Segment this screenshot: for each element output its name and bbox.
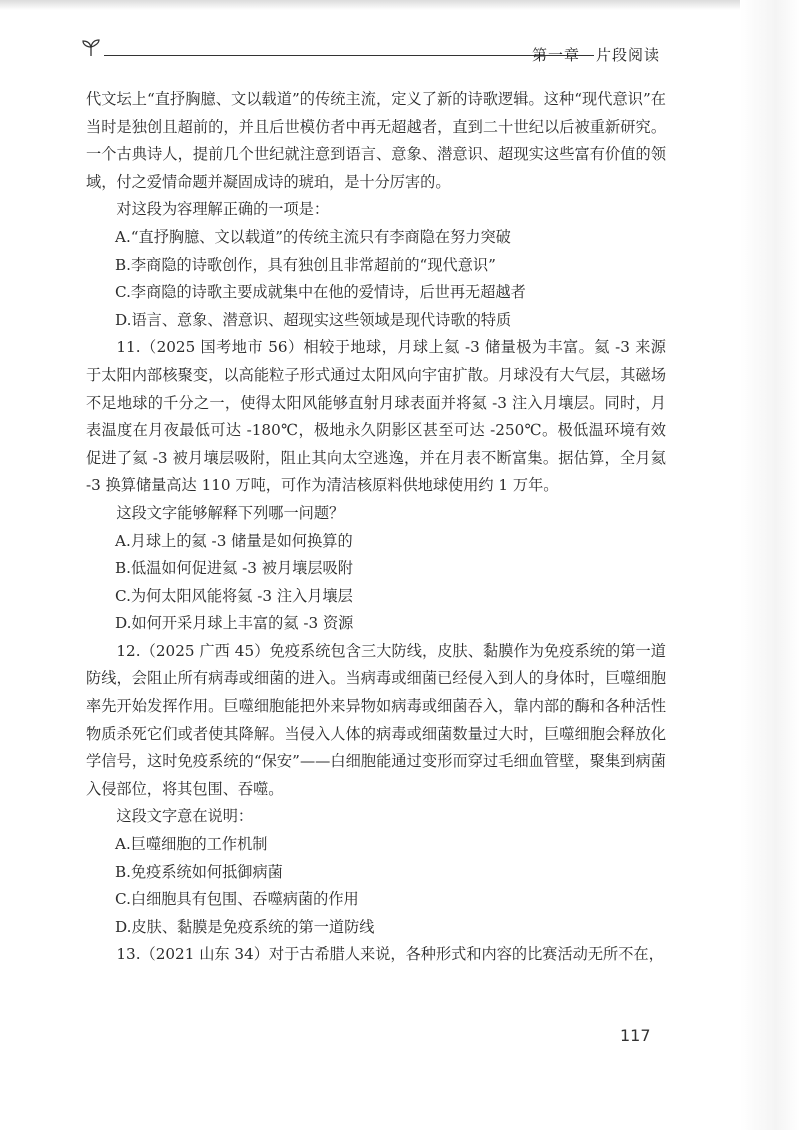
page-content <box>86 86 666 969</box>
page-header <box>80 34 660 64</box>
question-11-option-b: B.低温如何促进氦 -3 被月壤层吸附 <box>115 559 353 578</box>
passage-paragraph: 代文坛上“直抒胸臆、文以载道”的传统主流，定义了新的诗歌逻辑。这种“现代意识”在当时是独创且超前的，并且后世模仿者中再无超越者，直到二十世纪以后被重新研究。一个古典诗人，提前几个世纪就注意到语言、意象、潜意识、超现实这些富有价值的领域，付之爱情命题并凝固成诗的琥珀，是十分厉害的。 <box>86 90 666 191</box>
question-13-passage: 13.（2021 山东 34）对于古希腊人来说，各种形式和内容的比赛活动无所不在， <box>116 945 664 964</box>
question-11-option-a: A.月球上的氦 -3 储量是如何换算的 <box>115 531 353 550</box>
question-11-option-d: D.如何开采月球上丰富的氦 -3 资源 <box>115 614 354 633</box>
sprout-icon <box>80 38 102 58</box>
question-12-passage: 12.（2025 广西 45）免疫系统包含三大防线，皮肤、黏膜作为免疫系统的第一道防线，会阻止所有病毒或细菌的进入。当病毒或细菌已经侵入到人的身体时，巨噬细胞率先开始发挥作用。巨噬细胞能把外来异物如病毒或细菌吞入，靠内部的酶和各种活性物质杀死它们或者使其降解。当侵入人体的病毒或细菌数量过大时，巨噬细胞会释放化学信号，这时免疫系统的“保安”——白细胞能通过变形而穿过毛细血管壁，聚集到病菌入侵部位，将其包围、吞噬。 <box>86 641 666 798</box>
header-rule <box>104 55 594 56</box>
question-12-option-a: A.巨噬细胞的工作机制 <box>115 835 268 854</box>
page-number: 117 <box>620 1026 651 1045</box>
option-a: A.“直抒胸臆、文以载道”的传统主流只有李商隐在努力突破 <box>115 227 511 246</box>
scan-shadow-right <box>740 0 800 1130</box>
question-12-option-d: D.皮肤、黏膜是免疫系统的第一道防线 <box>115 917 375 936</box>
scan-shadow-top <box>0 0 800 10</box>
question-stem: 对这段为容理解正确的一项是： <box>116 200 330 219</box>
question-12-option-b: B.免疫系统如何抵御病菌 <box>115 862 283 881</box>
question-12-option-c: C.白细胞具有包围、吞噬病菌的作用 <box>115 890 359 909</box>
option-c: C.李商隐的诗歌主要成就集中在他的爱情诗，后世再无超越者 <box>115 283 526 302</box>
option-d: D.语言、意象、潜意识、超现实这些领域是现代诗歌的特质 <box>115 310 512 329</box>
question-11-stem: 这段文字能够解释下列哪一问题？ <box>116 503 345 522</box>
question-12-stem: 这段文字意在说明： <box>116 807 254 826</box>
option-b: B.李商隐的诗歌创作，具有独创且非常超前的“现代意识” <box>115 255 496 274</box>
chapter-title: 第一章 片段阅读 <box>531 46 660 64</box>
question-11-passage: 11.（2025 国考地市 56）相较于地球，月球上氦 -3 储量极为丰富。氦 -3 来源于太阳内部核聚变，以高能粒子形式通过太阳风向宇宙扩散。月球没有大气层，其磁场不足地球的千分之一，使得太阳风能够直射月球表面并将氦 -3 注入月壤层。同时，月表温度在月夜最低可达 -180℃，极地永久阴影区甚至可达 -250℃。极低温环境有效促进了氦 -3 被月壤层吸附，阻止其向太空逃逸，并在月表不断富集。据估算，全月氦 -3 换算储量高达 110 万吨，可作为清洁核原料供地球使用约 1 万年。 <box>86 338 666 495</box>
question-11-option-c: C.为何太阳风能将氦 -3 注入月壤层 <box>115 586 353 605</box>
